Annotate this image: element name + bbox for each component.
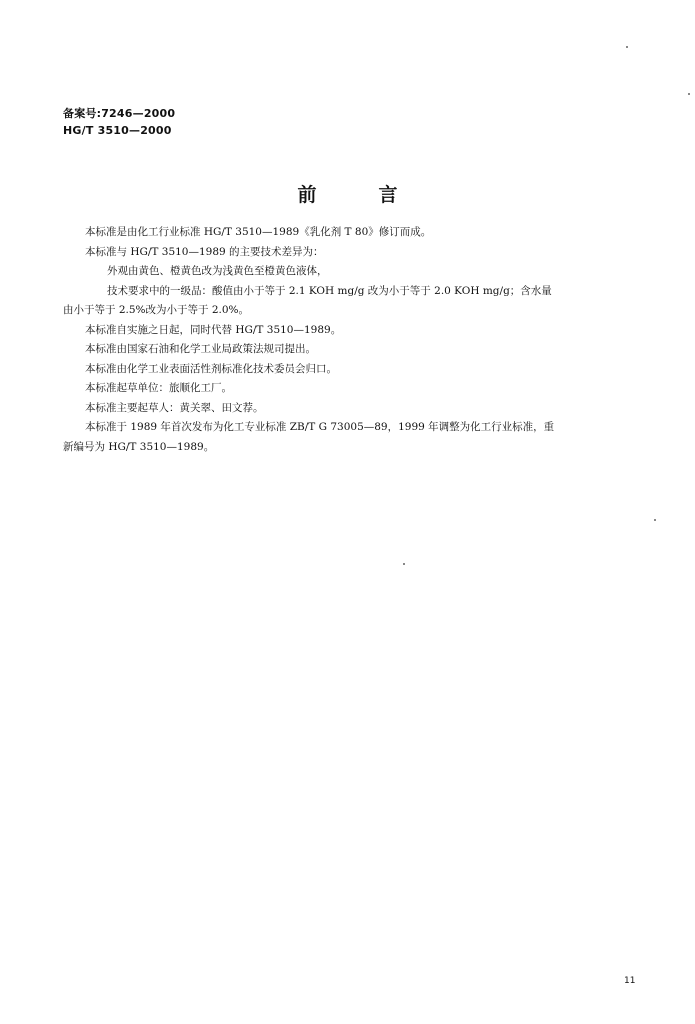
paragraph: 本标准与 HG/T 3510—1989 的主要技术差异为： xyxy=(85,245,324,258)
page-number: 11 xyxy=(624,976,636,986)
paragraph: 本标准自实施之日起，同时代替 HG/T 3510—1989。 xyxy=(85,323,342,336)
record-number: 备案号:7246—2000 xyxy=(63,107,176,120)
scan-speck xyxy=(654,519,656,521)
paragraph: 本标准由化学工业表面活性剂标准化技术委员会归口。 xyxy=(85,362,337,375)
paragraph: 新编号为 HG/T 3510—1989。 xyxy=(63,440,215,453)
paragraph: 本标准由国家石油和化学工业局政策法规司提出。 xyxy=(85,343,316,355)
paragraph: 由小于等于 2.5%改为小于等于 2.0%。 xyxy=(63,304,250,316)
paragraph: 本标准于 1989 年首次发布为化工专业标准 ZB/T G 73005—89，1999 年调整为化工行业标准，重 xyxy=(85,421,555,433)
standard-code: HG/T 3510—2000 xyxy=(63,124,172,137)
paragraph: 本标准是由化工行业标准 HG/T 3510—1989《乳化剂 T 80》修订而成。 xyxy=(85,226,432,238)
scan-speck xyxy=(403,563,405,565)
paragraph: 本标准起草单位：旅顺化工厂。 xyxy=(85,382,232,394)
page-title: 前言 xyxy=(297,184,460,206)
paragraph: 本标准主要起草人：黄关翠、田文荐。 xyxy=(85,401,264,414)
paragraph: 外观由黄色、橙黄色改为浅黄色至橙黄色液体， xyxy=(107,265,328,277)
paragraph: 技术要求中的一级品：酸值由小于等于 2.1 KOH mg/g 改为小于等于 2.0 KOH mg/g；含水量 xyxy=(107,284,552,297)
preface-body xyxy=(63,223,663,457)
scan-speck xyxy=(626,46,628,48)
scan-speck xyxy=(688,93,690,95)
